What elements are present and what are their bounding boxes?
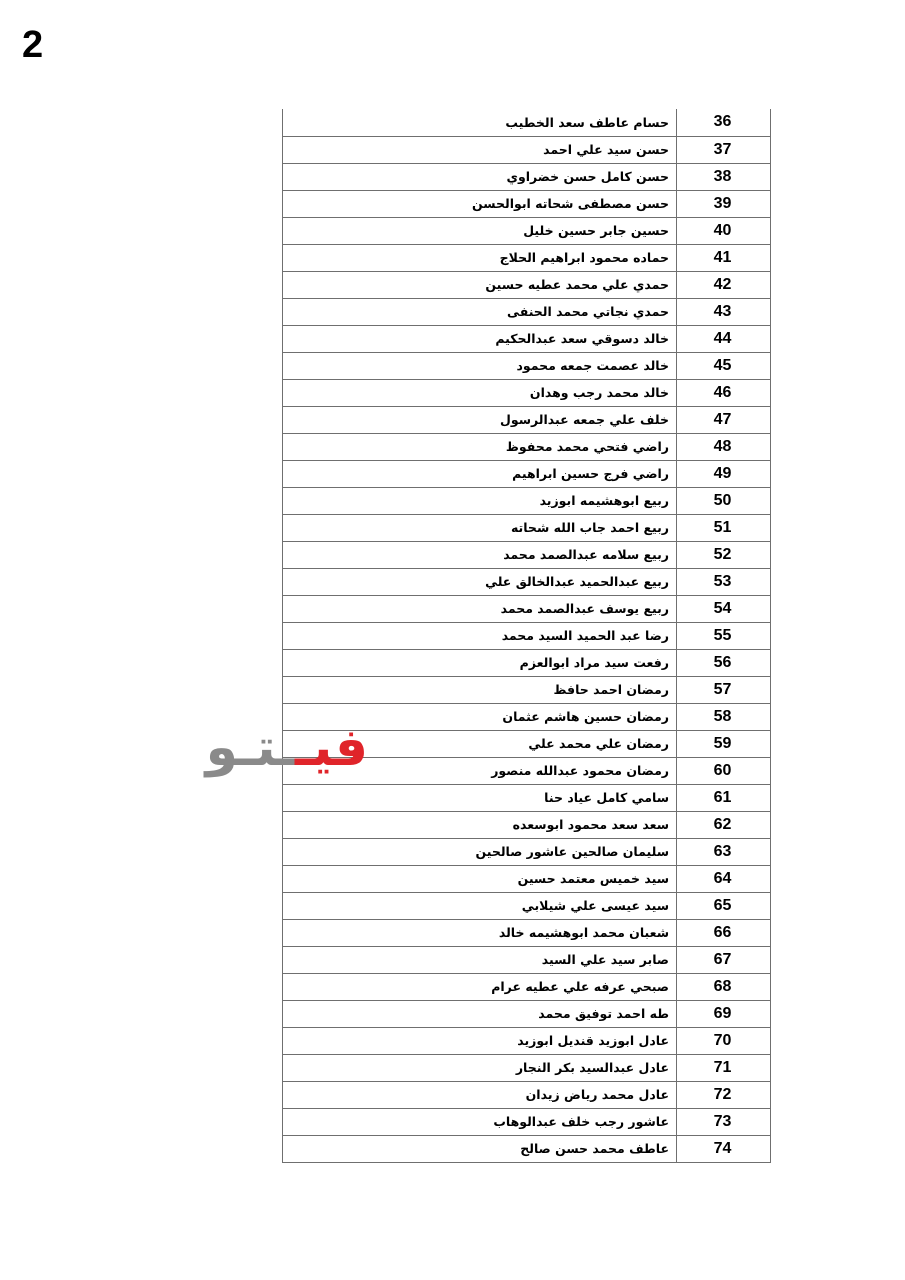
watermark-part1: فيـ (294, 718, 368, 778)
watermark-logo (205, 712, 368, 784)
table-row (283, 919, 771, 946)
table-row (283, 838, 771, 865)
name-cell: عادل عبدالسيد بكر النجار (283, 1054, 677, 1081)
table-row (283, 892, 771, 919)
table-row (283, 1135, 771, 1162)
table-row (283, 352, 771, 379)
number-cell: 62 (677, 811, 771, 838)
name-cell: سيد عيسى علي شيلابي (283, 892, 677, 919)
name-cell: حسن كامل حسن خضراوي (283, 163, 677, 190)
table-row (283, 514, 771, 541)
number-cell: 46 (677, 379, 771, 406)
table-row (283, 163, 771, 190)
table-row (283, 1054, 771, 1081)
number-cell: 60 (677, 757, 771, 784)
name-cell: ربيع عبدالحميد عبدالخالق علي (283, 568, 677, 595)
name-cell: عادل محمد رياض زيدان (283, 1081, 677, 1108)
number-cell: 55 (677, 622, 771, 649)
name-cell: صبحي عرفه علي عطيه عرام (283, 973, 677, 1000)
name-cell: ربيع ابوهشيمه ابوزيد (283, 487, 677, 514)
names-table-body (283, 109, 771, 1162)
table-row (283, 325, 771, 352)
table-row (283, 973, 771, 1000)
number-cell: 49 (677, 460, 771, 487)
name-cell: راضي فرج حسين ابراهيم (283, 460, 677, 487)
number-cell: 44 (677, 325, 771, 352)
number-cell: 42 (677, 271, 771, 298)
name-cell: خالد دسوقي سعد عبدالحكيم (283, 325, 677, 352)
name-cell: رمضان محمود عبدالله منصور (283, 757, 677, 784)
name-cell: عادل ابوزيد قنديل ابوزيد (283, 1027, 677, 1054)
name-cell: حسن مصطفى شحاته ابوالحسن (283, 190, 677, 217)
table-row (283, 244, 771, 271)
number-cell: 74 (677, 1135, 771, 1162)
table-row (283, 136, 771, 163)
table-row (283, 811, 771, 838)
number-cell: 41 (677, 244, 771, 271)
number-cell: 70 (677, 1027, 771, 1054)
name-cell: عاشور رجب خلف عبدالوهاب (283, 1108, 677, 1135)
number-cell: 53 (677, 568, 771, 595)
number-cell: 65 (677, 892, 771, 919)
name-cell: صابر سيد علي السيد (283, 946, 677, 973)
name-cell: رمضان حسين هاشم عثمان (283, 703, 677, 730)
name-cell: حماده محمود ابراهيم الحلاج (283, 244, 677, 271)
table-row (283, 541, 771, 568)
name-cell: رفعت سيد مراد ابوالعزم (283, 649, 677, 676)
name-cell: حمدي نجاتي محمد الحنفى (283, 298, 677, 325)
name-cell: حسين جابر حسين خليل (283, 217, 677, 244)
name-cell: سامي كامل عياد حنا (283, 784, 677, 811)
number-cell: 67 (677, 946, 771, 973)
table-row (283, 865, 771, 892)
name-cell: حسام عاطف سعد الخطيب (283, 109, 677, 136)
table-row (283, 298, 771, 325)
table-row (283, 460, 771, 487)
names-table (282, 109, 771, 1163)
number-cell: 52 (677, 541, 771, 568)
number-cell: 73 (677, 1108, 771, 1135)
number-cell: 36 (677, 109, 771, 136)
name-cell: حمدي علي محمد عطيه حسين (283, 271, 677, 298)
name-cell: راضي فتحي محمد محفوظ (283, 433, 677, 460)
number-cell: 38 (677, 163, 771, 190)
number-cell: 61 (677, 784, 771, 811)
page-number: 2 (22, 24, 44, 66)
name-cell: رضا عبد الحميد السيد محمد (283, 622, 677, 649)
number-cell: 43 (677, 298, 771, 325)
number-cell: 50 (677, 487, 771, 514)
name-cell: خلف علي جمعه عبدالرسول (283, 406, 677, 433)
name-cell: خالد عصمت جمعه محمود (283, 352, 677, 379)
table-row (283, 1081, 771, 1108)
table-row (283, 622, 771, 649)
name-cell: سعد سعد محمود ابوسعده (283, 811, 677, 838)
number-cell: 45 (677, 352, 771, 379)
table-row (283, 190, 771, 217)
number-cell: 68 (677, 973, 771, 1000)
number-cell: 63 (677, 838, 771, 865)
name-cell: طه احمد توفيق محمد (283, 1000, 677, 1027)
number-cell: 69 (677, 1000, 771, 1027)
table-row (283, 217, 771, 244)
name-cell: سليمان صالحين عاشور صالحين (283, 838, 677, 865)
table-row (283, 487, 771, 514)
name-cell: ربيع سلامه عبدالصمد محمد (283, 541, 677, 568)
table-row (283, 379, 771, 406)
table-row (283, 649, 771, 676)
table-row (283, 433, 771, 460)
number-cell: 37 (677, 136, 771, 163)
number-cell: 71 (677, 1054, 771, 1081)
name-cell: ربيع احمد جاب الله شحاته (283, 514, 677, 541)
name-cell: ربيع يوسف عبدالصمد محمد (283, 595, 677, 622)
number-cell: 57 (677, 676, 771, 703)
number-cell: 40 (677, 217, 771, 244)
number-cell: 59 (677, 730, 771, 757)
name-cell: شعبان محمد ابوهشيمه خالد (283, 919, 677, 946)
watermark-part2: ـتـو (205, 718, 295, 778)
number-cell: 56 (677, 649, 771, 676)
number-cell: 39 (677, 190, 771, 217)
table-row (283, 676, 771, 703)
name-cell: عاطف محمد حسن صالح (283, 1135, 677, 1162)
number-cell: 72 (677, 1081, 771, 1108)
table-row (283, 1108, 771, 1135)
table-row (283, 1000, 771, 1027)
number-cell: 64 (677, 865, 771, 892)
name-cell: خالد محمد رجب وهدان (283, 379, 677, 406)
number-cell: 48 (677, 433, 771, 460)
number-cell: 51 (677, 514, 771, 541)
table-row (283, 568, 771, 595)
name-cell: حسن سيد علي احمد (283, 136, 677, 163)
name-cell: سيد خميس معتمد حسين (283, 865, 677, 892)
table-row (283, 271, 771, 298)
table-row (283, 1027, 771, 1054)
number-cell: 58 (677, 703, 771, 730)
number-cell: 54 (677, 595, 771, 622)
table-row (283, 595, 771, 622)
number-cell: 66 (677, 919, 771, 946)
table-row (283, 406, 771, 433)
name-cell: رمضان علي محمد علي (283, 730, 677, 757)
table-row (283, 109, 771, 136)
name-cell: رمضان احمد حافظ (283, 676, 677, 703)
table-row (283, 946, 771, 973)
number-cell: 47 (677, 406, 771, 433)
table-row (283, 784, 771, 811)
